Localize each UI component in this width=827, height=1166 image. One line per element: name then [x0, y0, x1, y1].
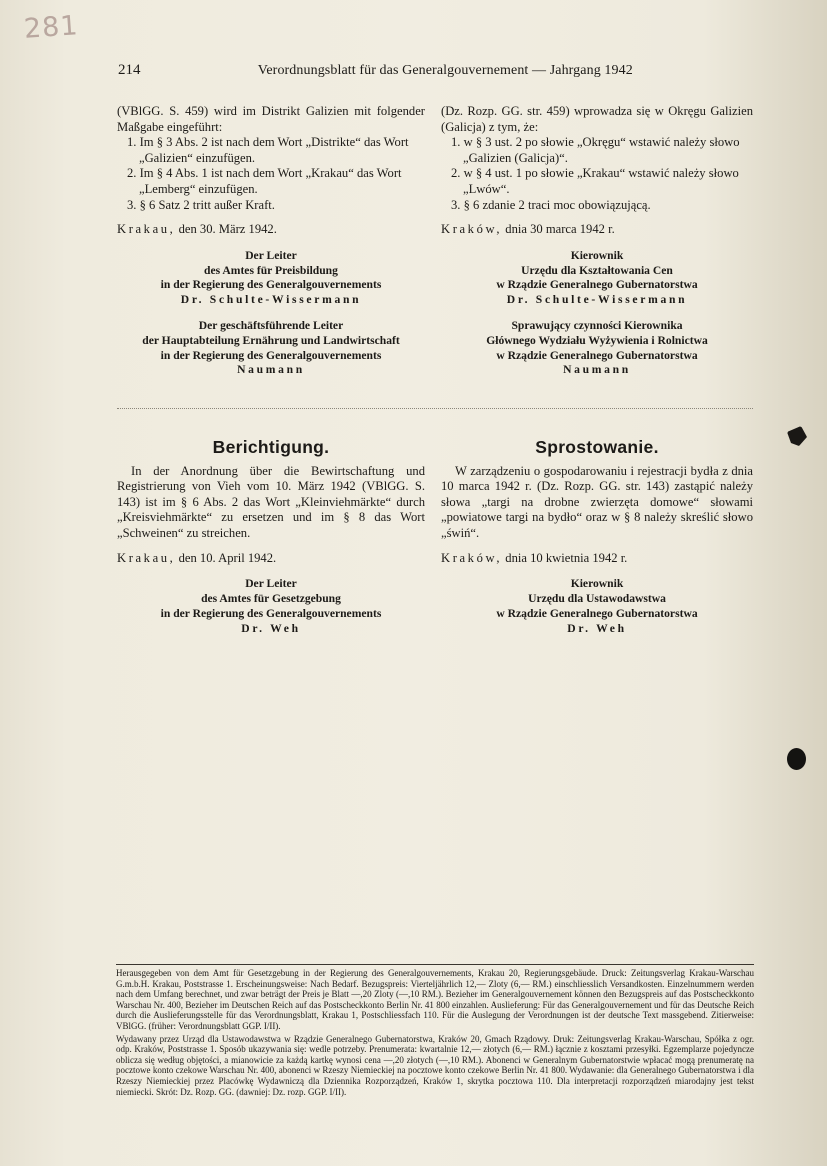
signature-title: Sprawujący czynności Kierownika — [511, 318, 683, 332]
list-item: 3. § 6 Satz 2 tritt außer Kraft. — [127, 197, 275, 212]
signature-title: Der geschäftsführende Leiter — [198, 318, 344, 332]
journal-title: Verordnungsblatt für das Generalgouvernement — Jahrgang 1942 — [257, 63, 633, 78]
signatory-name: Naumann — [237, 363, 305, 377]
signature-office: Urzędu dla Ustawodawstwa — [528, 591, 666, 605]
list-item: 2. w § 4 ust. 1 po słowie „Krakau“ wstawić należy słowo „Lwów“. — [451, 166, 739, 196]
place-name: Krakau, — [117, 550, 176, 565]
list-item: 1. Im § 3 Abs. 2 ist nach dem Wort „Distrikte“ das Wort „Galizien“ einzufügen. — [127, 135, 409, 165]
signature-office: Urzędu dla Kształtowania Cen — [521, 263, 673, 277]
punch-hole — [787, 748, 806, 770]
date: dnia 30 marca 1942 r. — [505, 222, 615, 237]
signature-office: des Amtes für Preisbildung — [204, 263, 338, 277]
signature-title: Der Leiter — [245, 248, 297, 262]
imprint-polish: Wydawany przez Urząd dla Ustawodawstwa w Rządzie Generalnego Gubernatorstwa, Kraków 20, Gmach Rządowy. Druk: Zeitungsverlag Krakau-Warschau, Spółka z ogr. odp. Kraków, Poststrasse 1. Sposób ukazywania się: wedle potrzeby. Prenumerata: kwartalnie 12,— złotych (6,— RM.) łącznie z kosztami przesyłki. Egzemplarze pojedyncze oblicza się według objętości, a mianowicie za każdą kartkę wynosi cena —,20 złotych (—,10 RM.). Abonenci w Generalnym Gubernatorstwie wpłacać mogą prenumeratę na pocztowe konto czekowe Warschau Nr. 400, abonenci w Rzeszy Niemieckiej na pocztowe konto czekowe Berlin Nr. 41 800. Wydawanie: dla Generalnego Gubernatorstwa i dla Rzeszy Niemieckiej przez Placówkę Wydawniczą dla Dziennika Rozporządzeń, Kraków 1, skrytka pocztowa 110. Dla interpretacji rozporządzeń miarodajny jest tekst niemiecki. Skrót: Dz. Rozp. GG. (dawniej: Dz. rozp. GGP. I/II). — [116, 1033, 754, 1097]
top-polish-column — [441, 104, 753, 378]
signatory-name: Dr. Schulte-Wissermann — [180, 293, 362, 307]
date: dnia 10 kwietnia 1942 r. — [505, 550, 628, 565]
signature-block — [441, 577, 753, 636]
list-item: 2. Im § 4 Abs. 1 ist nach dem Wort „Krakau“ das Wort „Lemberg“ einzufügen. — [127, 166, 402, 196]
page-number: 214 — [118, 62, 141, 78]
list-item: 3. § 6 zdanie 2 traci moc obowiązującą. — [451, 197, 651, 212]
place-date-line — [441, 222, 753, 238]
section-heading: Sprostowanie. — [535, 437, 659, 457]
place-name: Krakau, — [117, 222, 176, 237]
signature-block — [441, 249, 753, 308]
handwritten-page-note: 281 — [22, 10, 80, 45]
place-date-line — [117, 551, 425, 567]
imprint-german: Herausgegeben von dem Amt für Gesetzgebung in der Regierung des Generalgouvernements, Krakau 20, Regierungsgebäude. Druck: Zeitungsverlag Krakau-Warschau G.m.b.H. Krakau, Poststrasse 1. Erscheinungsweise: Nach Bedarf. Bezugspreis: Vierteljährlich 12,— Zloty (6,— RM.) einschliesslich Versandkosten. Einzelnummern werden nach dem Umfang berechnet, und zwar beträgt der Preis je Blatt —,20 Zloty (—,10 RM.). Bezieher im Generalgouvernement können den Bezugspreis auf das Postscheckkonto Warschau Nr. 400, Bezieher im Deutschen Reich auf das Postscheckkonto Berlin Nr. 41 800 einzahlen. Auslieferung: Für das Generalgouvernement und für das Deutsche Reich durch die Auslieferungsstelle für das Verordnungsblatt, Krakau 1, Postschliessfach 110. Für die Auslegung der Verordnungen ist der deutsche Text massgebend. Zitierweise: VBlGG. (früher: Verordnungsblatt GGP. I/II). — [116, 968, 754, 1031]
signatory-name: Naumann — [563, 363, 631, 377]
signature-block — [117, 319, 425, 378]
intro-paragraph: (Dz. Rozp. GG. str. 459) wprowadza się w Okręgu Galizien (Galicja) z tym, że: — [441, 104, 753, 134]
list-item: 1. w § 3 ust. 2 po słowie „Okręgu“ wstawić należy słowo „Galizien (Galicja)“. — [451, 135, 740, 165]
signature-government: in der Regierung des Generalgouvernements — [160, 606, 382, 620]
signature-title: Kierownik — [570, 248, 624, 262]
top-german-column — [117, 104, 425, 378]
signature-title: Kierownik — [570, 577, 624, 591]
signature-block — [117, 249, 425, 308]
signatory-name: Dr. Schulte-Wissermann — [506, 293, 688, 307]
correction-paragraph: In der Anordnung über die Bewirtschaftung und Registrierung von Vieh vom 10. März 1942 (VBlGG. S. 143) ist im § 6 Abs. 2 das Wort „Kleinviehmärkte“ durch „Kreisviehmärkte“ zu ersetzen und im § 8 das Wort „Schweinen“ zu streichen. — [117, 463, 425, 540]
signature-block — [441, 319, 753, 378]
intro-paragraph: (VBlGG. S. 459) wird im Distrikt Galizien mit folgender Maßgabe eingeführt: — [117, 104, 425, 134]
place-name: Kraków, — [441, 222, 503, 237]
running-header — [118, 62, 750, 79]
correction-polish-column — [441, 437, 753, 636]
place-date-line — [441, 551, 753, 567]
amendment-list — [117, 135, 425, 213]
section-heading: Berichtigung. — [212, 437, 330, 457]
signature-government: w Rządzie Generalnego Gubernatorstwa — [496, 278, 698, 292]
signature-government: in der Regierung des Generalgouvernements — [160, 278, 382, 292]
signature-government: in der Regierung des Generalgouvernements — [160, 348, 382, 362]
signature-block — [117, 577, 425, 636]
correction-paragraph: W zarządzeniu o gospodarowaniu i rejestracji bydła z dnia 10 marca 1942 r. (Dz. Rozp. GG. str. 143) zastąpić należy słowa „targi na drobne zwierzęta domowe“ słowami „powiatowe targi na bydło“ oraz w § 8 należy skreślić słowo „świń“. — [441, 463, 753, 540]
signature-government: w Rządzie Generalnego Gubernatorstwa — [496, 606, 698, 620]
signature-office: Głównego Wydziału Wyżywienia i Rolnictwa — [486, 333, 708, 347]
date: den 30. März 1942. — [178, 222, 277, 237]
section-divider — [117, 408, 753, 409]
signature-office: der Hauptabteilung Ernährung und Landwirtschaft — [142, 333, 400, 347]
place-name: Kraków, — [441, 550, 503, 565]
publication-imprint — [116, 964, 754, 1099]
date: den 10. April 1942. — [178, 550, 277, 565]
signature-office: des Amtes für Gesetzgebung — [201, 591, 341, 605]
signatory-name: Dr. Weh — [241, 621, 301, 635]
place-date-line — [117, 222, 425, 238]
correction-german-column — [117, 437, 425, 636]
signatory-name: Dr. Weh — [567, 621, 627, 635]
ink-blot — [787, 426, 807, 446]
signature-government: w Rządzie Generalnego Gubernatorstwa — [496, 348, 698, 362]
amendment-list — [441, 135, 753, 213]
signature-title: Der Leiter — [245, 577, 297, 591]
